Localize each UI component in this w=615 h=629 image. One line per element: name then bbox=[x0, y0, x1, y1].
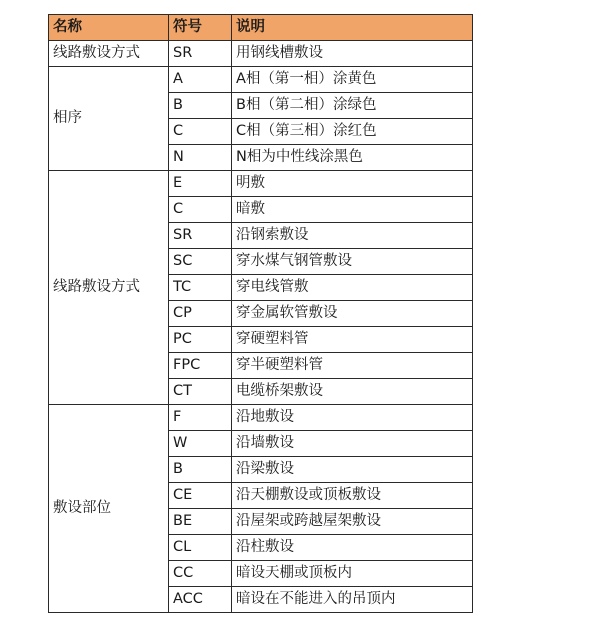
symbol-cell: CC bbox=[169, 561, 232, 587]
symbol-cell: ACC bbox=[169, 587, 232, 613]
table-body bbox=[49, 41, 473, 613]
description-cell: 电缆桥架敷设 bbox=[232, 379, 473, 405]
group-name-cell: 相序 bbox=[49, 67, 169, 171]
symbol-cell: SR bbox=[169, 41, 232, 67]
description-cell: 穿水煤气钢管敷设 bbox=[232, 249, 473, 275]
symbol-cell: A bbox=[169, 67, 232, 93]
group-name-cell: 线路敷设方式 bbox=[49, 171, 169, 405]
description-cell: 穿硬塑料管 bbox=[232, 327, 473, 353]
description-cell: B相（第二相）涂绿色 bbox=[232, 93, 473, 119]
description-cell: 沿梁敷设 bbox=[232, 457, 473, 483]
description-cell: 沿墙敷设 bbox=[232, 431, 473, 457]
symbol-cell: C bbox=[169, 119, 232, 145]
header-symbol: 符号 bbox=[169, 15, 232, 41]
symbol-cell: TC bbox=[169, 275, 232, 301]
symbol-cell: F bbox=[169, 405, 232, 431]
description-cell: 沿屋架或跨越屋架敷设 bbox=[232, 509, 473, 535]
table-row bbox=[49, 171, 473, 197]
symbol-cell: C bbox=[169, 197, 232, 223]
symbol-cell: BE bbox=[169, 509, 232, 535]
legend-table-container bbox=[48, 14, 473, 613]
description-cell: 穿电线管敷 bbox=[232, 275, 473, 301]
symbol-legend-table bbox=[48, 14, 473, 613]
header-description: 说明 bbox=[232, 15, 473, 41]
description-cell: 穿半硬塑料管 bbox=[232, 353, 473, 379]
description-cell: 穿金属软管敷设 bbox=[232, 301, 473, 327]
description-cell: C相（第三相）涂红色 bbox=[232, 119, 473, 145]
description-cell: 暗设在不能进入的吊顶内 bbox=[232, 587, 473, 613]
symbol-cell: CP bbox=[169, 301, 232, 327]
symbol-cell: B bbox=[169, 93, 232, 119]
table-row bbox=[49, 67, 473, 93]
description-cell: 暗敷 bbox=[232, 197, 473, 223]
table-header-row bbox=[49, 15, 473, 41]
description-cell: A相（第一相）涂黄色 bbox=[232, 67, 473, 93]
symbol-cell: E bbox=[169, 171, 232, 197]
description-cell: 沿天棚敷设或顶板敷设 bbox=[232, 483, 473, 509]
description-cell: 沿地敷设 bbox=[232, 405, 473, 431]
symbol-cell: N bbox=[169, 145, 232, 171]
symbol-cell: CT bbox=[169, 379, 232, 405]
symbol-cell: CL bbox=[169, 535, 232, 561]
description-cell: N相为中性线涂黑色 bbox=[232, 145, 473, 171]
symbol-cell: SR bbox=[169, 223, 232, 249]
group-name-cell: 敷设部位 bbox=[49, 405, 169, 613]
table-row bbox=[49, 405, 473, 431]
description-cell: 暗设天棚或顶板内 bbox=[232, 561, 473, 587]
symbol-cell: W bbox=[169, 431, 232, 457]
table-row bbox=[49, 41, 473, 67]
header-name: 名称 bbox=[49, 15, 169, 41]
group-name-cell: 线路敷设方式 bbox=[49, 41, 169, 67]
description-cell: 沿钢索敷设 bbox=[232, 223, 473, 249]
description-cell: 明敷 bbox=[232, 171, 473, 197]
symbol-cell: CE bbox=[169, 483, 232, 509]
symbol-cell: B bbox=[169, 457, 232, 483]
description-cell: 沿柱敷设 bbox=[232, 535, 473, 561]
symbol-cell: PC bbox=[169, 327, 232, 353]
description-cell: 用钢线槽敷设 bbox=[232, 41, 473, 67]
symbol-cell: SC bbox=[169, 249, 232, 275]
symbol-cell: FPC bbox=[169, 353, 232, 379]
